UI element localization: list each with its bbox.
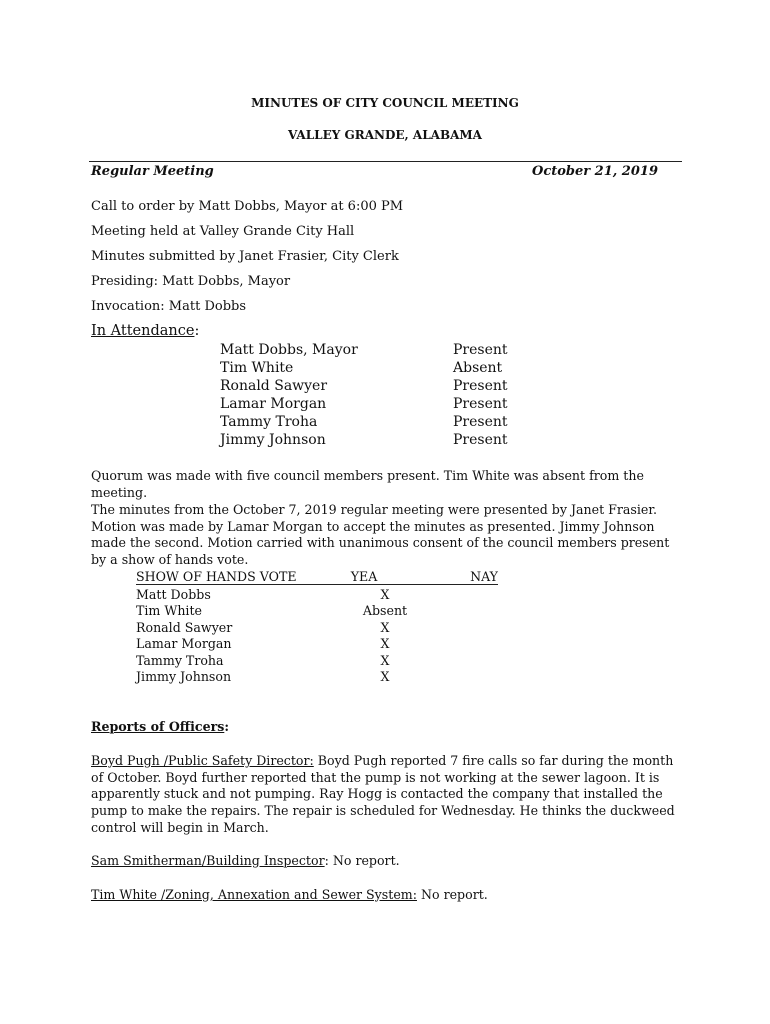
reports-heading-text: Reports of Officers <box>91 719 225 734</box>
attendance-heading-colon: : <box>194 323 200 339</box>
vote-row-name: Jimmy Johnson <box>136 669 232 684</box>
submitted-by: Minutes submitted by Janet Frasier, City Clerk <box>91 249 399 264</box>
report-public-safety <box>91 753 676 837</box>
report-text: No report. <box>416 887 488 902</box>
vote-nay-label: NAY <box>470 569 498 584</box>
attendance-name: Matt Dobbs, Mayor <box>220 342 358 358</box>
presiding: Presiding: Matt Dobbs, Mayor <box>91 274 291 289</box>
minutes-approval-paragraph: The minutes from the October 7, 2019 regular meeting were presented by Janet Frasier. Motion was made by Lamar Morgan to accept the minutes as presented. Jimmy Johnson made the second. Motion carried with unanimous consent of the council members present by a show of hands vote. <box>91 502 670 568</box>
attendance-status: Present <box>453 414 508 430</box>
attendance-name: Jimmy Johnson <box>220 432 326 448</box>
vote-row-yea: X <box>380 587 390 602</box>
quorum-paragraph: Quorum was made with five council members present. Tim White was absent from the meeting. <box>91 468 644 500</box>
attendance-name: Tim White <box>220 360 294 376</box>
attendance-status: Present <box>453 396 508 412</box>
meeting-type: Regular Meeting <box>91 164 214 179</box>
attendance-name: Tammy Troha <box>220 414 318 430</box>
vote-header-label: SHOW OF HANDS VOTE <box>136 569 297 584</box>
invocation: Invocation: Matt Dobbs <box>91 299 247 314</box>
vote-nay-cell <box>431 569 498 585</box>
attendance-name: Lamar Morgan <box>220 396 327 412</box>
attendance-name: Ronald Sawyer <box>220 378 328 394</box>
report-title: Tim White /Zoning, Annexation and Sewer System: <box>91 887 417 902</box>
report-text: Boyd Pugh reported 7 fire calls so far during the month of October. Boyd further reported that the pump is not working at the sewer lagoon. It is apparently stuck and not pumping. Ray Hogg is contacted the company that installed the pump to make the repairs. The repair is scheduled for Wednesday. He thinks the duckweed control will begin in March. <box>91 753 675 835</box>
vote-row-yea: X <box>380 636 390 651</box>
attendance-status: Present <box>453 378 508 394</box>
report-building-inspector <box>91 853 676 870</box>
call-to-order: Call to order by Matt Dobbs, Mayor at 6:00 PM <box>91 199 404 214</box>
attendance-heading <box>91 323 199 339</box>
attendance-status: Absent <box>453 360 503 376</box>
meeting-date: October 21, 2019 <box>532 164 658 179</box>
vote-row-name: Tim White <box>136 603 202 618</box>
reports-heading-colon: : <box>224 719 229 734</box>
vote-row-yea: X <box>380 653 390 668</box>
vote-row-name: Matt Dobbs <box>136 587 211 602</box>
document-title: MINUTES OF CITY COUNCIL MEETING <box>251 96 519 110</box>
report-title: Boyd Pugh /Public Safety Director: <box>91 753 314 768</box>
report-title: Sam Smitherman/Building Inspector <box>91 853 325 868</box>
vote-row-name: Ronald Sawyer <box>136 620 233 635</box>
report-zoning-sewer <box>91 887 676 904</box>
attendance-status: Present <box>453 342 508 358</box>
header-rule <box>89 161 682 162</box>
vote-yea-label: YEA <box>350 569 378 584</box>
vote-row-name: Tammy Troha <box>136 653 224 668</box>
vote-row-name: Lamar Morgan <box>136 636 232 651</box>
vote-row-yea: Absent <box>362 603 408 618</box>
vote-yea-cell <box>277 569 431 585</box>
meeting-location: Meeting held at Valley Grande City Hall <box>91 224 355 239</box>
report-text: : No report. <box>324 853 400 868</box>
attendance-heading-text: In Attendance <box>91 323 195 339</box>
reports-heading <box>91 719 229 734</box>
vote-row-yea: X <box>380 620 390 635</box>
attendance-status: Present <box>453 432 508 448</box>
vote-row-yea: X <box>380 669 390 684</box>
document-subtitle: VALLEY GRANDE, ALABAMA <box>288 128 482 142</box>
vote-header-cell <box>136 569 297 585</box>
